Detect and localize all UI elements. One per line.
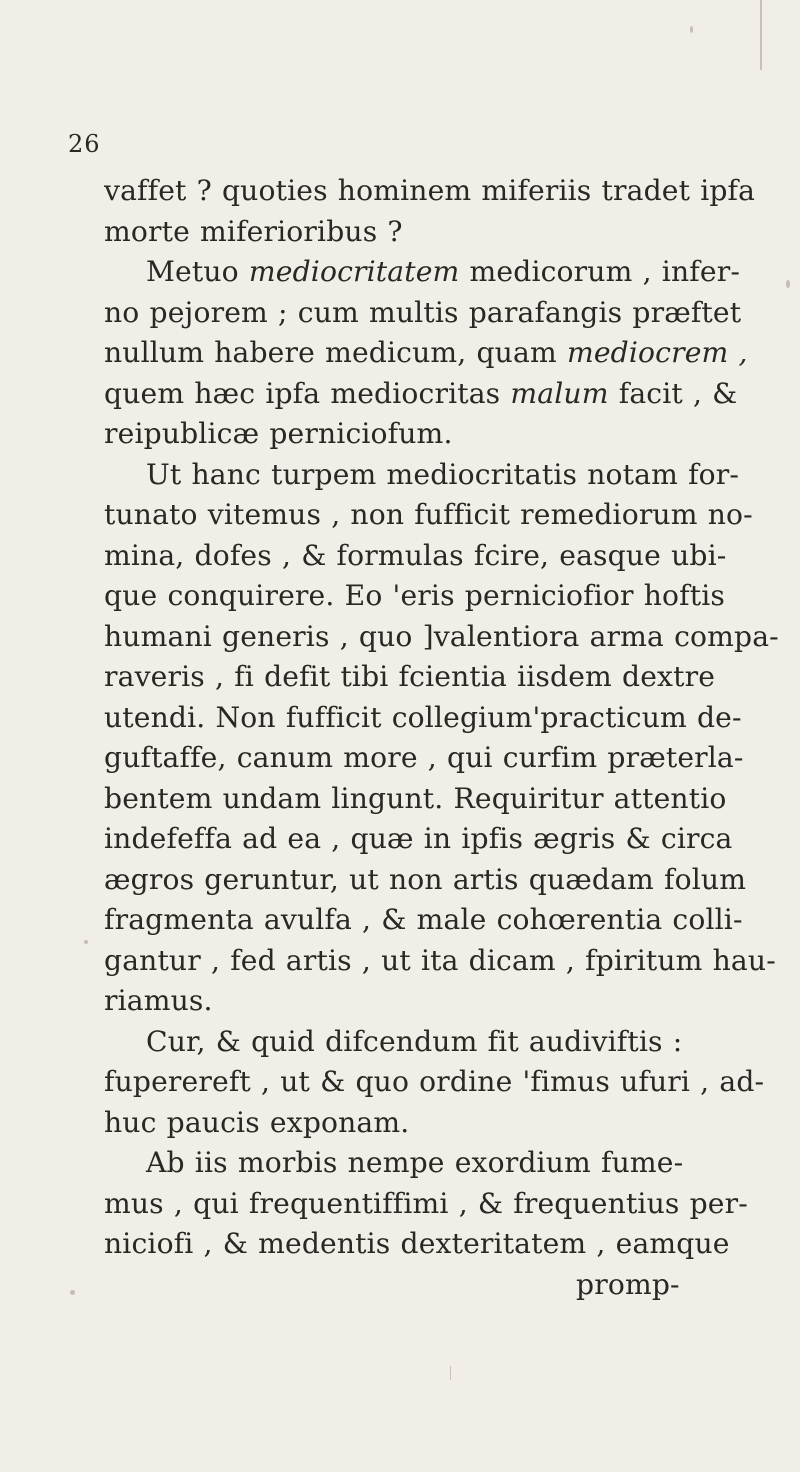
text-line: fragmenta avulfa , & male cohœrentia colli- xyxy=(104,903,743,936)
text-line: utendi. Non fufficit collegium'practicum de- xyxy=(104,700,742,734)
text-line: huc paucis exponam. xyxy=(104,1105,410,1139)
text-segment: Metuo xyxy=(146,255,239,288)
paper-speck xyxy=(690,26,693,33)
text-line: raveris , fi defit tibi fcientia iisdem dextre xyxy=(104,660,716,693)
text-line: bentem undam lingunt. Requiritur attentio xyxy=(104,781,727,815)
text-line xyxy=(104,252,788,293)
text-line: reipublicæ perniciofum. xyxy=(104,417,453,450)
text-segment: facit , & xyxy=(618,376,738,410)
text-line xyxy=(104,333,788,374)
text-line: riamus. xyxy=(104,984,213,1017)
page-number: 26 xyxy=(68,130,101,158)
text-line: morte miferioribus ? xyxy=(104,214,403,248)
text-line: tunato vitemus , non fufficit remediorum no- xyxy=(104,498,753,531)
body-text xyxy=(104,171,788,1305)
text-line: guftaffe, canum more , qui curfim præterla- xyxy=(104,741,744,774)
italic-term: mediocritatem xyxy=(248,255,460,288)
text-line: niciofi , & medentis dexteritatem , eamque xyxy=(104,1227,730,1260)
paper-speck xyxy=(84,940,88,944)
text-line: mus , qui frequentiffimi , & frequentius per- xyxy=(104,1186,748,1220)
text-segment: quem hæc ipfa mediocritas xyxy=(104,376,501,410)
paper-speck xyxy=(786,280,790,288)
text-line: vaffet ? quoties hominem miferiis tradet ipfa xyxy=(104,174,756,207)
text-line: ægros geruntur, ut non artis quædam folum xyxy=(104,862,747,896)
text-segment: medicorum , infer- xyxy=(469,255,740,288)
text-line: humani generis , quo ]valentiora arma compa- xyxy=(104,619,779,653)
text-line: que conquirere. Eo 'eris perniciofior hoftis xyxy=(104,579,726,612)
text-line: gantur , fed artis , ut ita dicam , fpiritum hau- xyxy=(104,943,776,977)
text-line: fuperereft , ut & quo ordine 'fimus ufuri , ad- xyxy=(104,1065,765,1098)
paper-edge-mark xyxy=(760,0,762,70)
italic-term: malum xyxy=(510,376,609,410)
text-line xyxy=(104,374,788,415)
text-segment: nullum habere medicum, quam xyxy=(104,336,557,369)
paper-edge-mark xyxy=(450,1366,451,1380)
text-line: no pejorem ; cum multis parafangis præftet xyxy=(104,295,742,329)
italic-term: mediocrem , xyxy=(566,336,748,369)
text-line: mina, dofes , & formulas fcire, easque ubi- xyxy=(104,538,727,572)
catchword: promp- xyxy=(576,1267,680,1301)
text-line: Ut hanc turpem mediocritatis notam for- xyxy=(146,457,740,491)
text-line: Cur, & quid difcendum fit audiviftis : xyxy=(146,1024,683,1058)
text-line: indefeffa ad ea , quæ in ipfis ægris & circa xyxy=(104,822,733,855)
paper-speck xyxy=(70,1290,75,1295)
text-line: Ab iis morbis nempe exordium fume- xyxy=(146,1146,684,1179)
